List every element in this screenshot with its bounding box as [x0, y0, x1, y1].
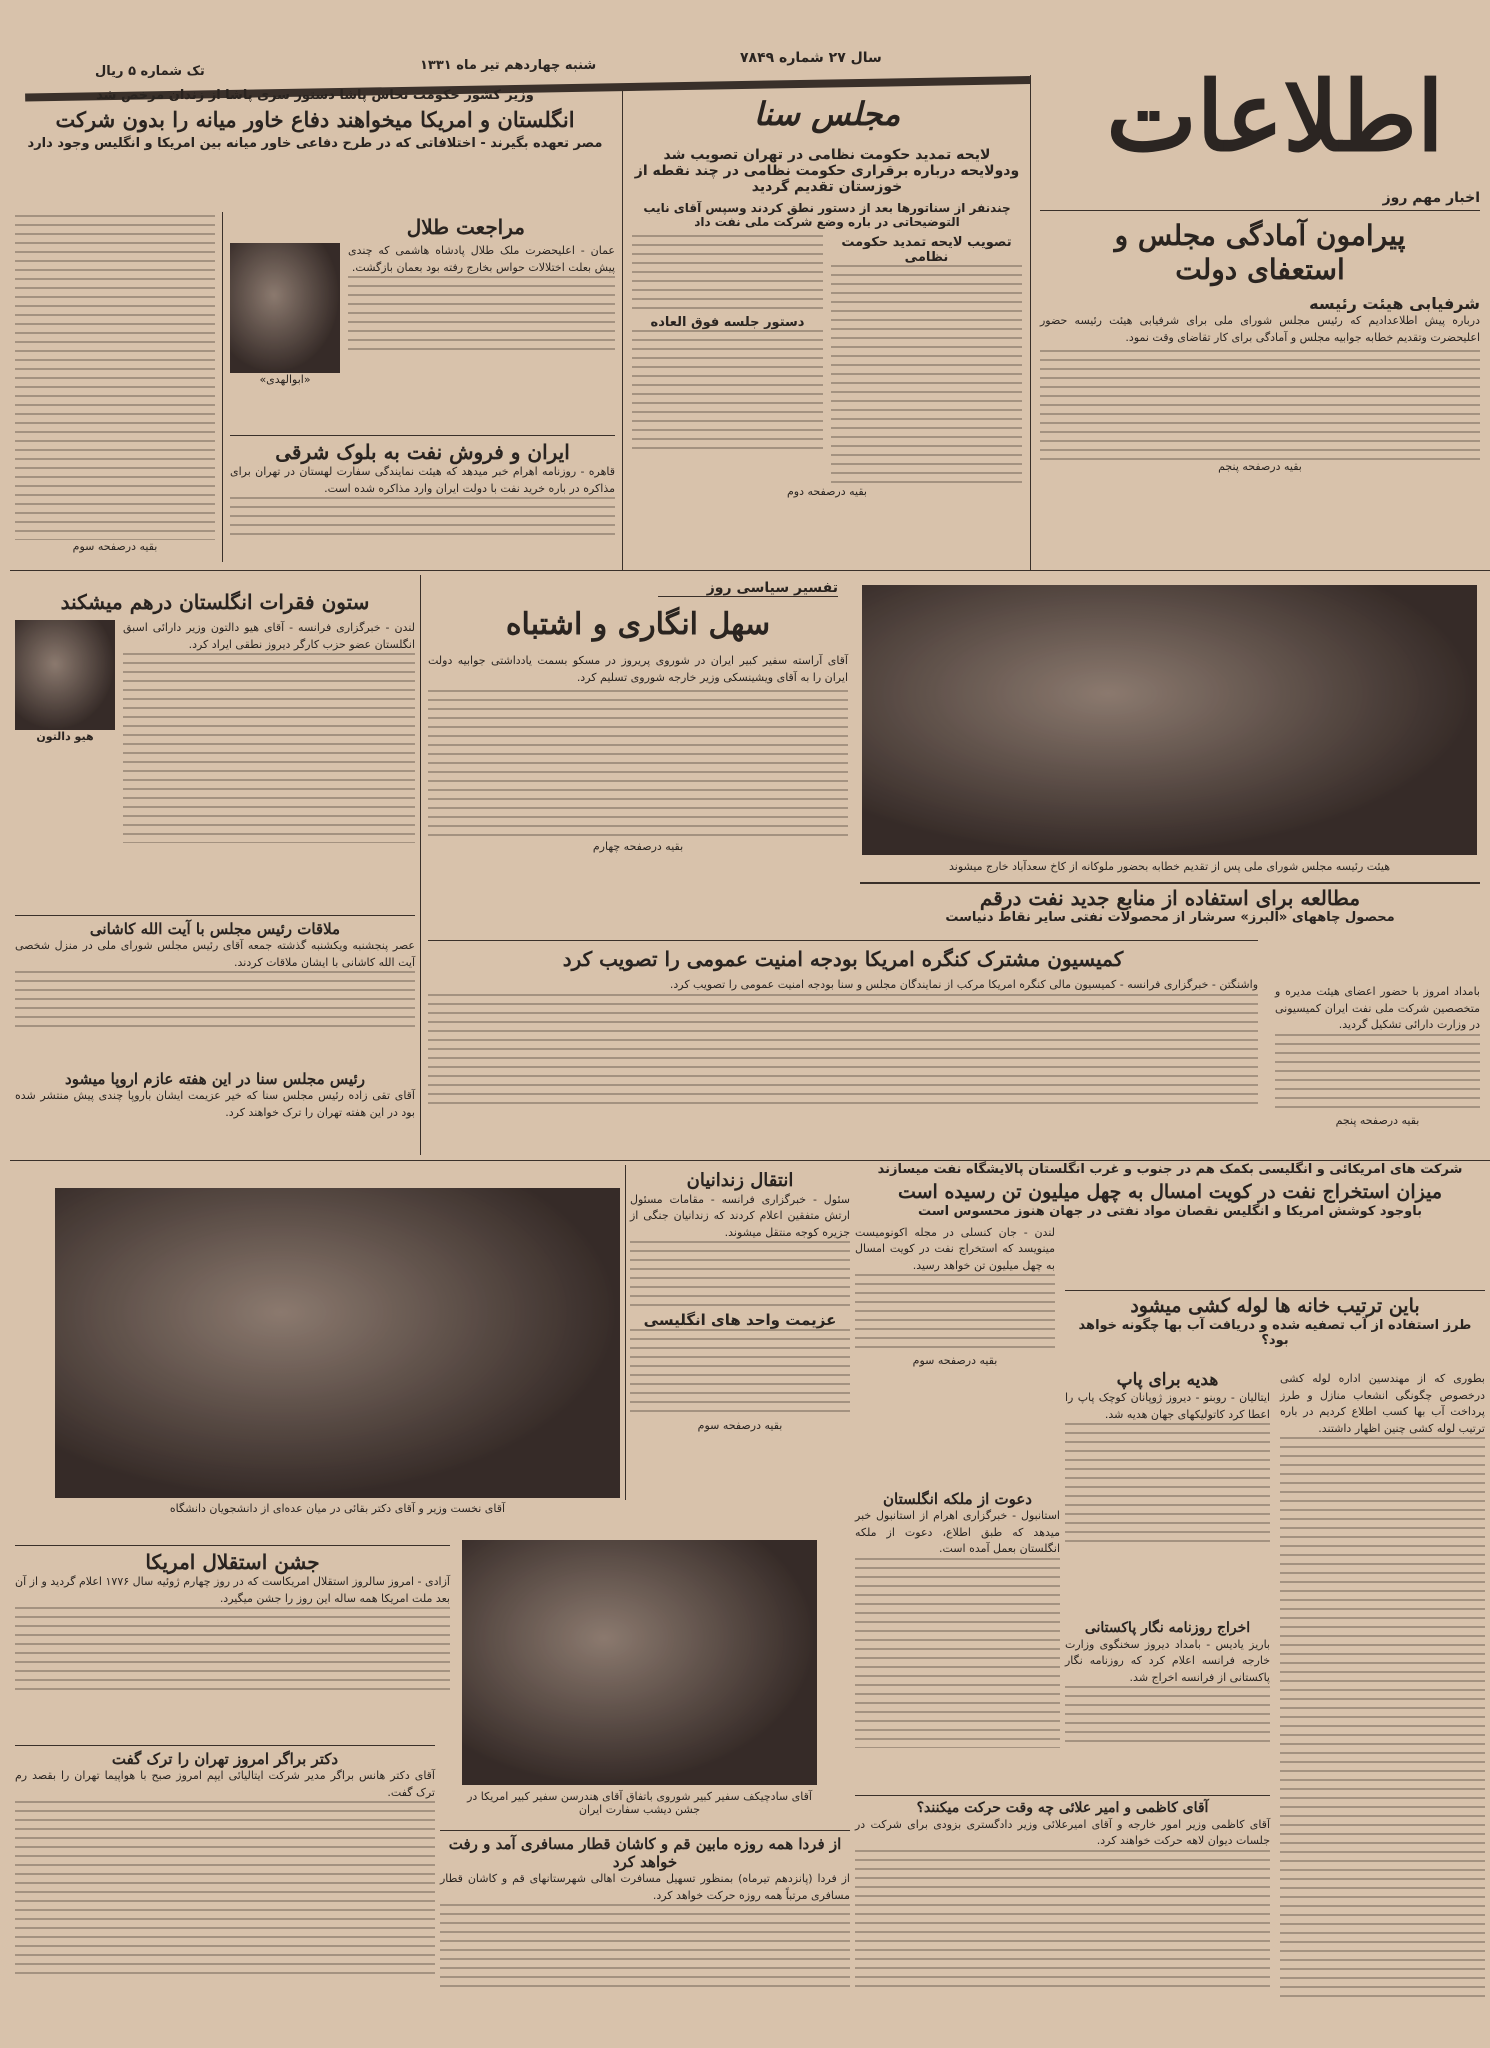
text-block: [123, 653, 415, 843]
text-block: [1065, 1686, 1270, 1746]
article-queen: [855, 1490, 1060, 1790]
section-divider: [10, 570, 1490, 571]
issue-date: شنبه چهاردهم تیر ماه ۱۳۳۱: [420, 58, 597, 73]
headline: مطالعه برای استفاده از منابع جدید نفت درقم: [979, 886, 1361, 910]
masthead-logo: اطلاعات: [1106, 60, 1444, 173]
headline: رئیس مجلس سنا در این هفته عازم اروپا میشود: [65, 1070, 365, 1088]
continued-note: بقیه درصفحه سوم: [697, 1419, 783, 1433]
article-congress-budget: [428, 940, 1258, 1156]
ambassadors-photo: [462, 1540, 817, 1785]
column-divider: [420, 575, 421, 1155]
column-left-text: [15, 215, 215, 565]
headline: باین ترتیب خانه ها لوله کشی میشود: [1130, 1295, 1420, 1317]
continued-note: بقیه درصفحه پنجم: [1218, 460, 1302, 474]
column-divider: [625, 1165, 626, 1500]
text-block: [1280, 1437, 1485, 1997]
text-block: [15, 1607, 450, 1697]
headline: ملاقات رئیس مجلس با آیت الله کاشانی: [89, 920, 341, 938]
article-body: استانبول - خبرگزاری اهرام از استانبول خبر میدهد که طبق اطلاع، دعوت از ملکه انگلستان بعمل آمده است.: [855, 1509, 1060, 1555]
article-body: [348, 243, 615, 386]
text-block: [428, 690, 848, 840]
subhead: باوجود کوشش امریکا و انگلیس نقصان مواد نفتی در جهان هنوز محسوس است: [918, 1203, 1422, 1219]
article-body: آقای دکتر هانس براگر مدیر شرکت ایتالیائی ایپم امروز صبح با هواپیما تهران را بقصد رم ترک گفت.: [15, 1769, 435, 1799]
photo-caption: هیو دالتون: [36, 730, 94, 743]
headline: هدیه برای پاپ: [1116, 1370, 1219, 1390]
article-body: بامداد امروز با حضور اعضای هیئت مدیره و متخصصین شرکت ملی نفت ایران کمیسیونی در وزارت دارائی تشکیل گردید.: [1275, 985, 1480, 1031]
text-block: [230, 497, 615, 537]
kicker: تفسیر سیاسی روز: [658, 580, 838, 597]
continued-note: بقیه درصفحه دوم: [787, 485, 867, 499]
article-body: درباره پیش اطلاعدادیم که رئیس مجلس شورای ملی برای شرفیابی هیئت رئیسه حضور اعلیحضرت وتقدیم خطابه جوابیه مجلس و آمادگی برای کار تقاضای وقت نمود.: [1040, 314, 1480, 344]
article-brager: [15, 1745, 435, 2036]
photo-caption: آقای نخست وزیر و آقای دکتر بقائی در میان عده‌ای از دانشجویان دانشگاه: [169, 1502, 506, 1515]
text-block: [1040, 350, 1480, 460]
photo-caption: «ابوالهدی»: [259, 373, 311, 386]
article-editorial: [428, 580, 848, 925]
headline: انگلستان و امریکا میخواهند دفاع خاور میانه را بدون شرکت: [55, 107, 575, 132]
headline: کمیسیون مشترک کنگره امریکا بودجه امنیت عمومی را تصویب کرد: [562, 947, 1124, 971]
continued-note: بقیه درصفحه سوم: [72, 540, 158, 553]
article-senate-president: [15, 1070, 415, 1155]
text-block: [632, 235, 823, 315]
text-block: [855, 1850, 1270, 1990]
issue-price: تک شماره ۵ ریال: [95, 64, 205, 79]
section-divider: [10, 1160, 1490, 1161]
portrait-photo: [15, 620, 115, 730]
article-body: آقای کاظمی وزیر امور خارجه و آقای امیرعلائی وزیر دادگستری بزودی برای شرکت در جلسات دیوان لاهه حرکت خواهند کرد.: [855, 1817, 1270, 1848]
sub-headline: عزیمت واحد های انگلیسی: [643, 1311, 837, 1330]
article-train: [440, 1830, 850, 2036]
headline: سهل انگاری و اشتباه: [505, 607, 771, 642]
subhead: طرز استفاده از آب تصفیه شده و دریافت آب بها چگونه خواهد بود؟: [1078, 1317, 1472, 1348]
article-senate: [632, 95, 1022, 565]
article-body: سئول - خبرگزاری فرانسه - مقامات مسئول ارتش متفقین اعلام کردند که زندانیان جنگی از جزیره کوجه منتقل میشوند.: [630, 1192, 850, 1239]
subhead: مصر تعهده بگیرند - اختلافاتی که در طرح دفاعی خاور میانه بین امریکا و انگلیس وجود دارد: [27, 136, 603, 152]
text-block: [15, 215, 215, 540]
article-body: لندن - خبرگزاری فرانسه - آقای هیو دالتون وزیر دارائی اسبق انگلستان عضو حزب کارگر دیروز نطقی ایراد کرد.: [123, 621, 415, 651]
text-block: [15, 1801, 435, 1981]
article-kashani: [15, 915, 415, 1066]
article-kazemi: [855, 1795, 1270, 2036]
headline: انتقال زندانیان: [686, 1170, 794, 1191]
column-divider: [622, 88, 623, 570]
article-body: باریز یادیس - بامداد دیروز سخنگوی وزارت خارجه فرانسه اعلام کرد که روزنامه نگار پاکستانی از فرانسه اخراج شد.: [1065, 1637, 1270, 1684]
section-heading: دستور جلسه فوق العاده: [650, 315, 805, 331]
text-block: [831, 265, 1022, 485]
article-body: عصر پنجشنبه ویکشنبه گذشته جمعه آقای رئیس مجلس شورای ملی در منزل شخصی آیت الله کاشانی با ایشان ملاقات کردند.: [15, 939, 415, 969]
headline: ایران و فروش نفت به بلوک شرقی: [275, 440, 570, 464]
text-block: [1275, 1034, 1480, 1114]
subhead: چندنفر از سناتورها بعد از دستور نطق کردند وسپس آقای نایب التوضیحاتی در باره وضع شرکت ملی نفت داد: [643, 201, 1011, 230]
section-title: مجلس سنا: [753, 95, 901, 133]
subhead: محصول چاههای «البرز» سرشار از محصولات نفتی سایر نقاط دنیاست: [945, 910, 1395, 925]
subhead: شرفیابی هیئت رئیسه: [1309, 294, 1480, 314]
article-talal: [230, 215, 615, 425]
article-body: لندن - جان کنسلی در مجله اکونومیست مینویسد که استخراج نفت در کویت امسال به چهل میلیون تن خواهد رسید.: [855, 1225, 1055, 1272]
students-photo: [55, 1188, 620, 1498]
text-block: [630, 1329, 850, 1419]
headline: مراجعت طلال: [406, 215, 525, 239]
article-july4: [15, 1545, 450, 1741]
kicker: اخبار مهم روز: [1040, 190, 1480, 211]
article-body: آزادی - امروز سالروز استقلال امریکاست که در روز چهارم ژوئیه سال ۱۷۷۶ اعلام گردید و از آن بعد ملت امریکا همه ساله این روز را جشن میگیرد.: [15, 1575, 450, 1605]
issue-number: سال ۲۷ شماره ۷۸۴۹: [740, 50, 882, 66]
text-block: [630, 1241, 850, 1311]
text-block: [440, 1904, 850, 1994]
text-block: [855, 1558, 1060, 1748]
headline: اخراج روزنامه نگار پاکستانی: [1084, 1620, 1251, 1636]
article-body: آقای تقی زاده رئیس مجلس سنا که خیر عزیمت ایشان باروپا چندی پیش منتشر شده بود در این هفته تهران را ترک خواهند کرد.: [15, 1089, 415, 1119]
continued-note: بقیه درصفحه چهارم: [592, 840, 684, 853]
continued-note: بقیه درصفحه پنجم: [1335, 1113, 1420, 1127]
article-body: از فردا (پانزدهم تیرماه) بمنظور تسهیل مسافرت اهالی شهرستانهای قم و کاشان قطار مسافری مرتباً همه روزه حرکت خواهد کرد.: [440, 1872, 850, 1902]
headline: میزان استخراج نفت در کویت امسال به چهل میلیون تن رسیده است: [897, 1181, 1443, 1203]
article-prisoners: [630, 1170, 850, 1505]
text-block: [632, 330, 823, 450]
headline: پیرامون آمادگی مجلس و استعفای دولت: [1114, 219, 1406, 286]
article-body: بطوری که از مهندسین اداره لوله کشی درخصوص چگونگی انشعاب منازل و طرز پرداخت آب بها کسب اطلاع کردیم در باره ترتیب لوله کشی چنین اظهار داشتند.: [1280, 1372, 1485, 1435]
article-pope: [1065, 1370, 1270, 1615]
photo-caption: آقای سادچیکف سفیر کبیر شوروی باتفاق آقای هندرسن سفیر کبیر امریکا در جشن دیشب سفارت ایران: [467, 1790, 812, 1816]
article-pakistan: [1065, 1620, 1270, 1790]
headline: از فردا همه روزه مابین قم و کاشان قطار مسافری آمد و رفت خواهد کرد: [448, 1835, 842, 1871]
article-body: قاهره - روزنامه اهرام خبر میدهد که هیئت نمایندگی سفارت لهستان در تهران برای مذاکره در باره خرید نفت با دولت ایران وارد مذاکره شده است.: [230, 465, 615, 495]
kicker: شرکت های امریکائی و انگلیسی بکمک هم در جنوب و غرب انگلستان پالایشگاه نفت میسازند: [877, 1162, 1463, 1177]
text-block: [428, 994, 1258, 1104]
text-block: [855, 1274, 1055, 1354]
parliament-board-photo: [862, 585, 1477, 855]
article-middle-east-defense: [15, 88, 615, 208]
article-parliament: [1040, 190, 1480, 570]
text-block: [348, 276, 615, 356]
headline: دکتر براگر امروز تهران را ترک گفت: [111, 1750, 339, 1768]
text-block: [15, 971, 415, 1031]
photo-caption: هیئت رئیسه مجلس شورای ملی پس از تقدیم خطابه بحضور ملوکانه از کاخ سعدآباد خارج میشوند: [949, 860, 1390, 873]
column-divider: [1030, 75, 1031, 570]
headline: لایحه تمدید حکومت نظامی در تهران تصویب شد ودولایحه درباره برقراری حکومت نظامی در چند نقطه از خوزستان تقدیم گردید: [634, 147, 1020, 196]
body-text: عمان - اعلیحضرت ملک طلال پادشاه هاشمی که چندی پیش بعلت اختلالات حواس بخارج رفته بود بعمان بازگشت.: [348, 244, 615, 274]
article-body: آقای آراسته سفیر کبیر ایران در شوروی پریروز در مسکو بسمت یادداشتی جوابیه دولت ایران را به آقای ویشینسکی وزیر خارجه شوروی تسلیم کرد.: [428, 654, 848, 684]
column-divider: [222, 212, 223, 562]
headline: آقای کاظمی و امیر علائی چه وقت حرکت میکنند؟: [916, 1800, 1209, 1816]
article-iran-oil-east: [230, 435, 615, 566]
text-block: [1065, 1423, 1270, 1543]
portrait-photo: [230, 243, 340, 373]
article-body: واشنگتن - خبرگزاری فرانسه - کمیسیون مالی کنگره امریکا مرکب از نمایندگان مجلس و سنا بودجه امنیت عمومی را تصویب کرد.: [669, 978, 1258, 991]
article-dalton: [15, 590, 415, 910]
continued-note: بقیه درصفحه سوم: [912, 1354, 998, 1368]
headline: دعوت از ملکه انگلستان: [883, 1490, 1032, 1508]
headline: ستون فقرات انگلستان درهم میشکند: [60, 590, 370, 614]
headline: جشن استقلال امریکا: [145, 1550, 320, 1574]
section-heading: تصویب لایحه تمدید حکومت نظامی: [841, 235, 1012, 266]
kicker: وزیر کشور حکومت نحاس پاشا دستور سری پاشا از زندان مرخص شد: [96, 88, 534, 103]
article-body: ایتالیان - روبنو - دیروز ژوپانان کوچک پاپ را اعطا کرد کاتولیکهای جهان هدیه شد.: [1065, 1391, 1270, 1421]
